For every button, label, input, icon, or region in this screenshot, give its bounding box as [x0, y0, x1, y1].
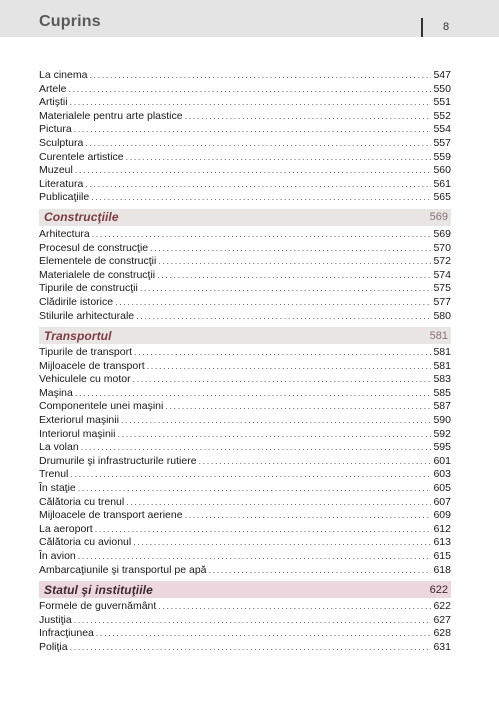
- entry-page-number: 583: [433, 373, 451, 386]
- entry-label: În staţie: [39, 482, 76, 495]
- dot-leader: [157, 269, 431, 283]
- entry-page-number: 561: [433, 177, 451, 190]
- toc-entry[interactable]: [39, 564, 451, 578]
- entry-page-number: 547: [433, 69, 451, 81]
- entry-label: Poliţia: [39, 640, 68, 653]
- entry-label: Artiştii: [39, 96, 68, 109]
- toc-entry[interactable]: [39, 228, 451, 242]
- toc-entry[interactable]: [39, 600, 451, 614]
- entry-label: La aeroport: [39, 522, 93, 535]
- toc-entry[interactable]: [39, 310, 451, 324]
- entry-label: Trenul: [39, 468, 69, 481]
- section-heading[interactable]: [39, 581, 451, 598]
- entry-label: Artele: [39, 82, 67, 95]
- entry-page-number: 581: [433, 359, 451, 372]
- entry-page-number: 581: [433, 346, 451, 359]
- toc-entry[interactable]: [39, 523, 451, 537]
- dot-leader: [91, 191, 431, 205]
- dot-leader: [158, 600, 431, 614]
- entry-label: Justiţia: [39, 613, 72, 626]
- entry-page-number: 603: [433, 468, 451, 481]
- entry-page-number: 575: [433, 282, 451, 295]
- entry-page-number: 554: [433, 123, 451, 136]
- dot-leader: [70, 468, 431, 482]
- section-heading[interactable]: [39, 327, 451, 344]
- toc-section: [39, 69, 451, 205]
- dot-leader: [185, 110, 432, 124]
- section-title: Construcţiile: [44, 210, 119, 225]
- dot-leader: [96, 627, 432, 641]
- dot-leader: [185, 509, 432, 523]
- entry-label: Componentele unei maşini: [39, 400, 164, 413]
- entry-label: Elementele de construcţii: [39, 255, 157, 268]
- toc-entry[interactable]: [39, 536, 451, 550]
- entry-page-number: 574: [433, 268, 451, 281]
- dot-leader: [85, 137, 431, 151]
- section-page-number: 622: [429, 583, 448, 596]
- entry-page-number: 605: [433, 482, 451, 495]
- toc-entry[interactable]: [39, 151, 451, 165]
- toc-entry[interactable]: [39, 282, 451, 296]
- dot-leader: [95, 523, 432, 537]
- entry-label: Tipurile de construcţii: [39, 282, 138, 295]
- dot-leader: [78, 550, 432, 564]
- dot-leader: [126, 496, 431, 510]
- section-page-number: 569: [429, 211, 448, 224]
- entry-label: Mijloacele de transport: [39, 359, 145, 372]
- dot-leader: [165, 400, 431, 414]
- entry-page-number: 565: [433, 191, 451, 204]
- entry-label: Pictura: [39, 123, 72, 136]
- toc-section: [39, 209, 451, 323]
- dot-leader: [126, 151, 432, 165]
- entry-label: Drumurile şi infrastructurile rutiere: [39, 454, 197, 467]
- toc-section: [39, 327, 451, 577]
- entry-label: Sculptura: [39, 136, 84, 149]
- entry-label: Maşina: [39, 386, 73, 399]
- toc-entry[interactable]: [39, 468, 451, 482]
- toc-entry[interactable]: [39, 428, 451, 442]
- entry-page-number: 627: [433, 613, 451, 626]
- dot-leader: [92, 228, 432, 242]
- dot-leader: [134, 346, 431, 360]
- entry-page-number: 615: [433, 550, 451, 562]
- entry-page-number: 580: [433, 309, 451, 322]
- toc-entry[interactable]: [39, 269, 451, 283]
- dot-leader: [70, 96, 432, 110]
- entry-page-number: 560: [433, 164, 451, 177]
- entry-page-number: 590: [433, 414, 451, 427]
- entry-page-number: 601: [433, 454, 451, 467]
- entry-page-number: 552: [433, 109, 451, 122]
- toc-entry[interactable]: [39, 441, 451, 455]
- entry-page-number: 570: [433, 241, 451, 254]
- entry-page-number: 607: [433, 495, 451, 508]
- entry-label: La volan: [39, 441, 79, 454]
- entry-page-number: 572: [433, 255, 451, 268]
- entry-page-number: 631: [433, 640, 451, 653]
- entry-label: Materialele pentru arte plastice: [39, 109, 183, 122]
- entry-page-number: 551: [433, 96, 451, 109]
- toc-entry[interactable]: [39, 360, 451, 374]
- toc-entry[interactable]: [39, 123, 451, 137]
- entry-page-number: 577: [433, 295, 451, 308]
- toc-entry[interactable]: [39, 164, 451, 178]
- toc-entry[interactable]: [39, 110, 451, 124]
- dot-leader: [121, 414, 432, 428]
- entry-page-number: 609: [433, 509, 451, 522]
- dot-leader: [70, 641, 432, 655]
- toc-entry[interactable]: [39, 455, 451, 469]
- page-number: 8: [443, 21, 450, 33]
- toc-entry[interactable]: [39, 296, 451, 310]
- entry-label: Clădirile istorice: [39, 295, 114, 308]
- dot-leader: [75, 387, 432, 401]
- entry-label: Interiorul maşinii: [39, 427, 116, 440]
- entry-page-number: 550: [433, 82, 451, 95]
- entry-label: Infracţiunea: [39, 627, 94, 640]
- dot-leader: [68, 83, 431, 97]
- toc-entry[interactable]: [39, 482, 451, 496]
- toc-entry[interactable]: [39, 137, 451, 151]
- dot-leader: [199, 455, 432, 469]
- toc-entry[interactable]: [39, 641, 451, 655]
- toc-entry[interactable]: [39, 242, 451, 256]
- section-title: Statul şi instituţiile: [44, 582, 153, 597]
- dot-leader: [209, 564, 432, 578]
- section-page-number: 581: [429, 329, 448, 342]
- entry-label: Călătoria cu avionul: [39, 536, 132, 549]
- toc-entry[interactable]: [39, 627, 451, 641]
- entry-label: La cinema: [39, 69, 88, 81]
- toc-entry[interactable]: [39, 387, 451, 401]
- dot-leader: [74, 123, 432, 137]
- entry-page-number: 628: [433, 627, 451, 640]
- dot-leader: [140, 282, 432, 296]
- entry-page-number: 587: [433, 400, 451, 413]
- toc-entry[interactable]: [39, 373, 451, 387]
- entry-label: Exteriorul maşinii: [39, 414, 119, 427]
- entry-label: Materialele de construcţii: [39, 268, 156, 281]
- toc-entry[interactable]: [39, 614, 451, 628]
- toc-entry[interactable]: [39, 346, 451, 360]
- entry-page-number: 613: [433, 536, 451, 549]
- toc-entry[interactable]: [39, 255, 451, 269]
- header-divider: [421, 18, 423, 37]
- toc-section: [39, 581, 451, 654]
- entry-label: Stilurile arhitecturale: [39, 309, 135, 322]
- entry-label: Curentele artistice: [39, 150, 124, 163]
- entry-label: Tipurile de transport: [39, 346, 132, 359]
- entry-label: Mijloacele de transport aeriene: [39, 509, 183, 522]
- dot-leader: [158, 255, 431, 269]
- toc-entry[interactable]: [39, 550, 451, 564]
- dot-leader: [115, 296, 431, 310]
- entry-label: Călătoria cu trenul: [39, 495, 125, 508]
- toc-entry[interactable]: [39, 83, 451, 97]
- entry-page-number: 559: [433, 150, 451, 163]
- dot-leader: [133, 373, 432, 387]
- entry-page-number: 612: [433, 522, 451, 535]
- entry-page-number: 569: [433, 227, 451, 240]
- dot-leader: [117, 428, 431, 442]
- entry-label: Vehiculele cu motor: [39, 373, 131, 386]
- entry-label: Publicaţiile: [39, 191, 90, 204]
- entry-label: În avion: [39, 550, 76, 562]
- dot-leader: [85, 178, 431, 192]
- dot-leader: [81, 441, 432, 455]
- dot-leader: [136, 310, 431, 324]
- entry-page-number: 595: [433, 441, 451, 454]
- entry-page-number: 557: [433, 136, 451, 149]
- dot-leader: [74, 614, 432, 628]
- entry-page-number: 618: [433, 563, 451, 576]
- dot-leader: [89, 69, 431, 83]
- page-title: Cuprins: [39, 13, 101, 30]
- entry-label: Formele de guvernământ: [39, 600, 157, 613]
- entry-label: Procesul de construcţie: [39, 241, 149, 254]
- toc-entry[interactable]: [39, 96, 451, 110]
- toc-entry[interactable]: [39, 509, 451, 523]
- toc-entry[interactable]: [39, 191, 451, 205]
- entry-label: Muzeul: [39, 164, 73, 177]
- dot-leader: [75, 164, 432, 178]
- page-header: [0, 0, 499, 37]
- toc-entry[interactable]: [39, 414, 451, 428]
- entry-label: Ambarcaţiunile şi transportul pe apă: [39, 563, 207, 576]
- entry-label: Literatura: [39, 177, 84, 190]
- entry-label: Arhitectura: [39, 227, 90, 240]
- toc-entry[interactable]: [39, 400, 451, 414]
- toc-entry[interactable]: [39, 496, 451, 510]
- section-heading[interactable]: [39, 209, 451, 226]
- dot-leader: [147, 360, 432, 374]
- toc-entry[interactable]: [39, 69, 451, 83]
- section-title: Transportul: [44, 328, 112, 343]
- dot-leader: [133, 536, 431, 550]
- entry-page-number: 592: [433, 427, 451, 440]
- dot-leader: [78, 482, 432, 496]
- table-of-contents: [39, 69, 451, 655]
- entry-page-number: 622: [433, 600, 451, 613]
- toc-entry[interactable]: [39, 178, 451, 192]
- entry-page-number: 585: [433, 386, 451, 399]
- dot-leader: [150, 242, 431, 256]
